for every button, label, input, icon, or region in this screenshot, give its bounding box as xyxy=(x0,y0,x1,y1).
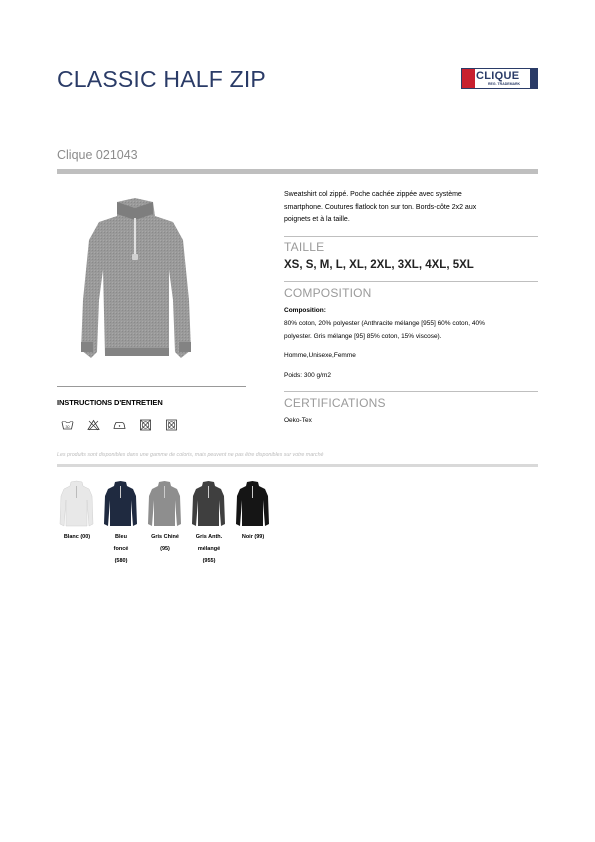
color-label-line: (955) xyxy=(202,558,216,564)
color-label-line: Gris Anth. xyxy=(195,534,223,540)
product-image xyxy=(65,190,207,368)
availability-disclaimer: Les produits sont disponibles dans une gamme de coloris, mais peuvent ne pas être disponibles sur votre marché xyxy=(57,452,324,458)
certifications-divider xyxy=(284,391,538,392)
logo-tagline: REG. TRADEMARK xyxy=(488,82,521,86)
no-tumble-dry-icon xyxy=(139,419,152,431)
certifications-heading: CERTIFICATIONS xyxy=(284,396,386,410)
color-label-line: mélangé xyxy=(197,546,221,552)
color-label-line: Blanc (00) xyxy=(63,534,91,540)
product-description: Sweatshirt col zippé. Poche cachée zippée avec système smartphone. Coutures flatlock ton sur ton. Bords-côte 2x2 aux poignets et à la taille. xyxy=(284,191,477,223)
color-label-line: (95) xyxy=(160,546,170,552)
color-label xyxy=(233,531,273,543)
product-title: CLASSIC HALF ZIP xyxy=(57,66,266,92)
composition-divider xyxy=(284,281,538,282)
color-label xyxy=(57,531,97,543)
product-reference: Clique 021043 xyxy=(57,148,138,162)
color-swatch[interactable] xyxy=(147,480,182,528)
logo-wordmark: CLIQUE xyxy=(476,70,520,82)
no-bleach-icon xyxy=(87,419,100,431)
color-swatch[interactable] xyxy=(235,480,270,528)
composition-text: 80% coton, 20% polyester (Anthracite mélange [955] 60% coton, 40% polyester. Gris mélange [95] 85% coton, 15% viscose). xyxy=(284,320,485,340)
size-list: XS, S, M, L, XL, 2XL, 3XL, 4XL, 5XL xyxy=(284,259,474,271)
color-label xyxy=(189,531,229,567)
composition-heading: COMPOSITION xyxy=(284,286,372,300)
color-swatch[interactable] xyxy=(59,480,94,528)
care-divider xyxy=(57,386,246,387)
color-label-line: (580) xyxy=(114,558,128,564)
color-label-line: Noir (99) xyxy=(241,534,265,540)
fabric-weight: Poids: 300 g/m2 xyxy=(284,372,331,379)
brand-logo xyxy=(461,68,538,89)
header-divider xyxy=(57,169,538,174)
taille-divider xyxy=(284,236,538,237)
composition-label: Composition: xyxy=(284,307,326,314)
taille-heading: TAILLE xyxy=(284,240,325,254)
color-label-line: Gris Chiné xyxy=(151,534,179,540)
color-label xyxy=(101,531,141,567)
certification-value: Oeko-Tex xyxy=(284,417,312,424)
wash-30-icon xyxy=(61,419,74,431)
color-swatch[interactable] xyxy=(191,480,226,528)
color-label-line: foncé xyxy=(113,546,129,552)
svg-text:30: 30 xyxy=(65,424,70,429)
gender-list: Homme,Unisexe,Femme xyxy=(284,352,356,359)
no-dry-clean-icon xyxy=(165,419,178,431)
colors-divider xyxy=(57,464,538,467)
color-swatch[interactable] xyxy=(103,480,138,528)
color-label xyxy=(145,531,185,555)
iron-low-icon xyxy=(113,419,126,431)
care-heading: INSTRUCTIONS D'ENTRETIEN xyxy=(57,398,163,407)
color-label-line: Bleu xyxy=(115,534,127,540)
